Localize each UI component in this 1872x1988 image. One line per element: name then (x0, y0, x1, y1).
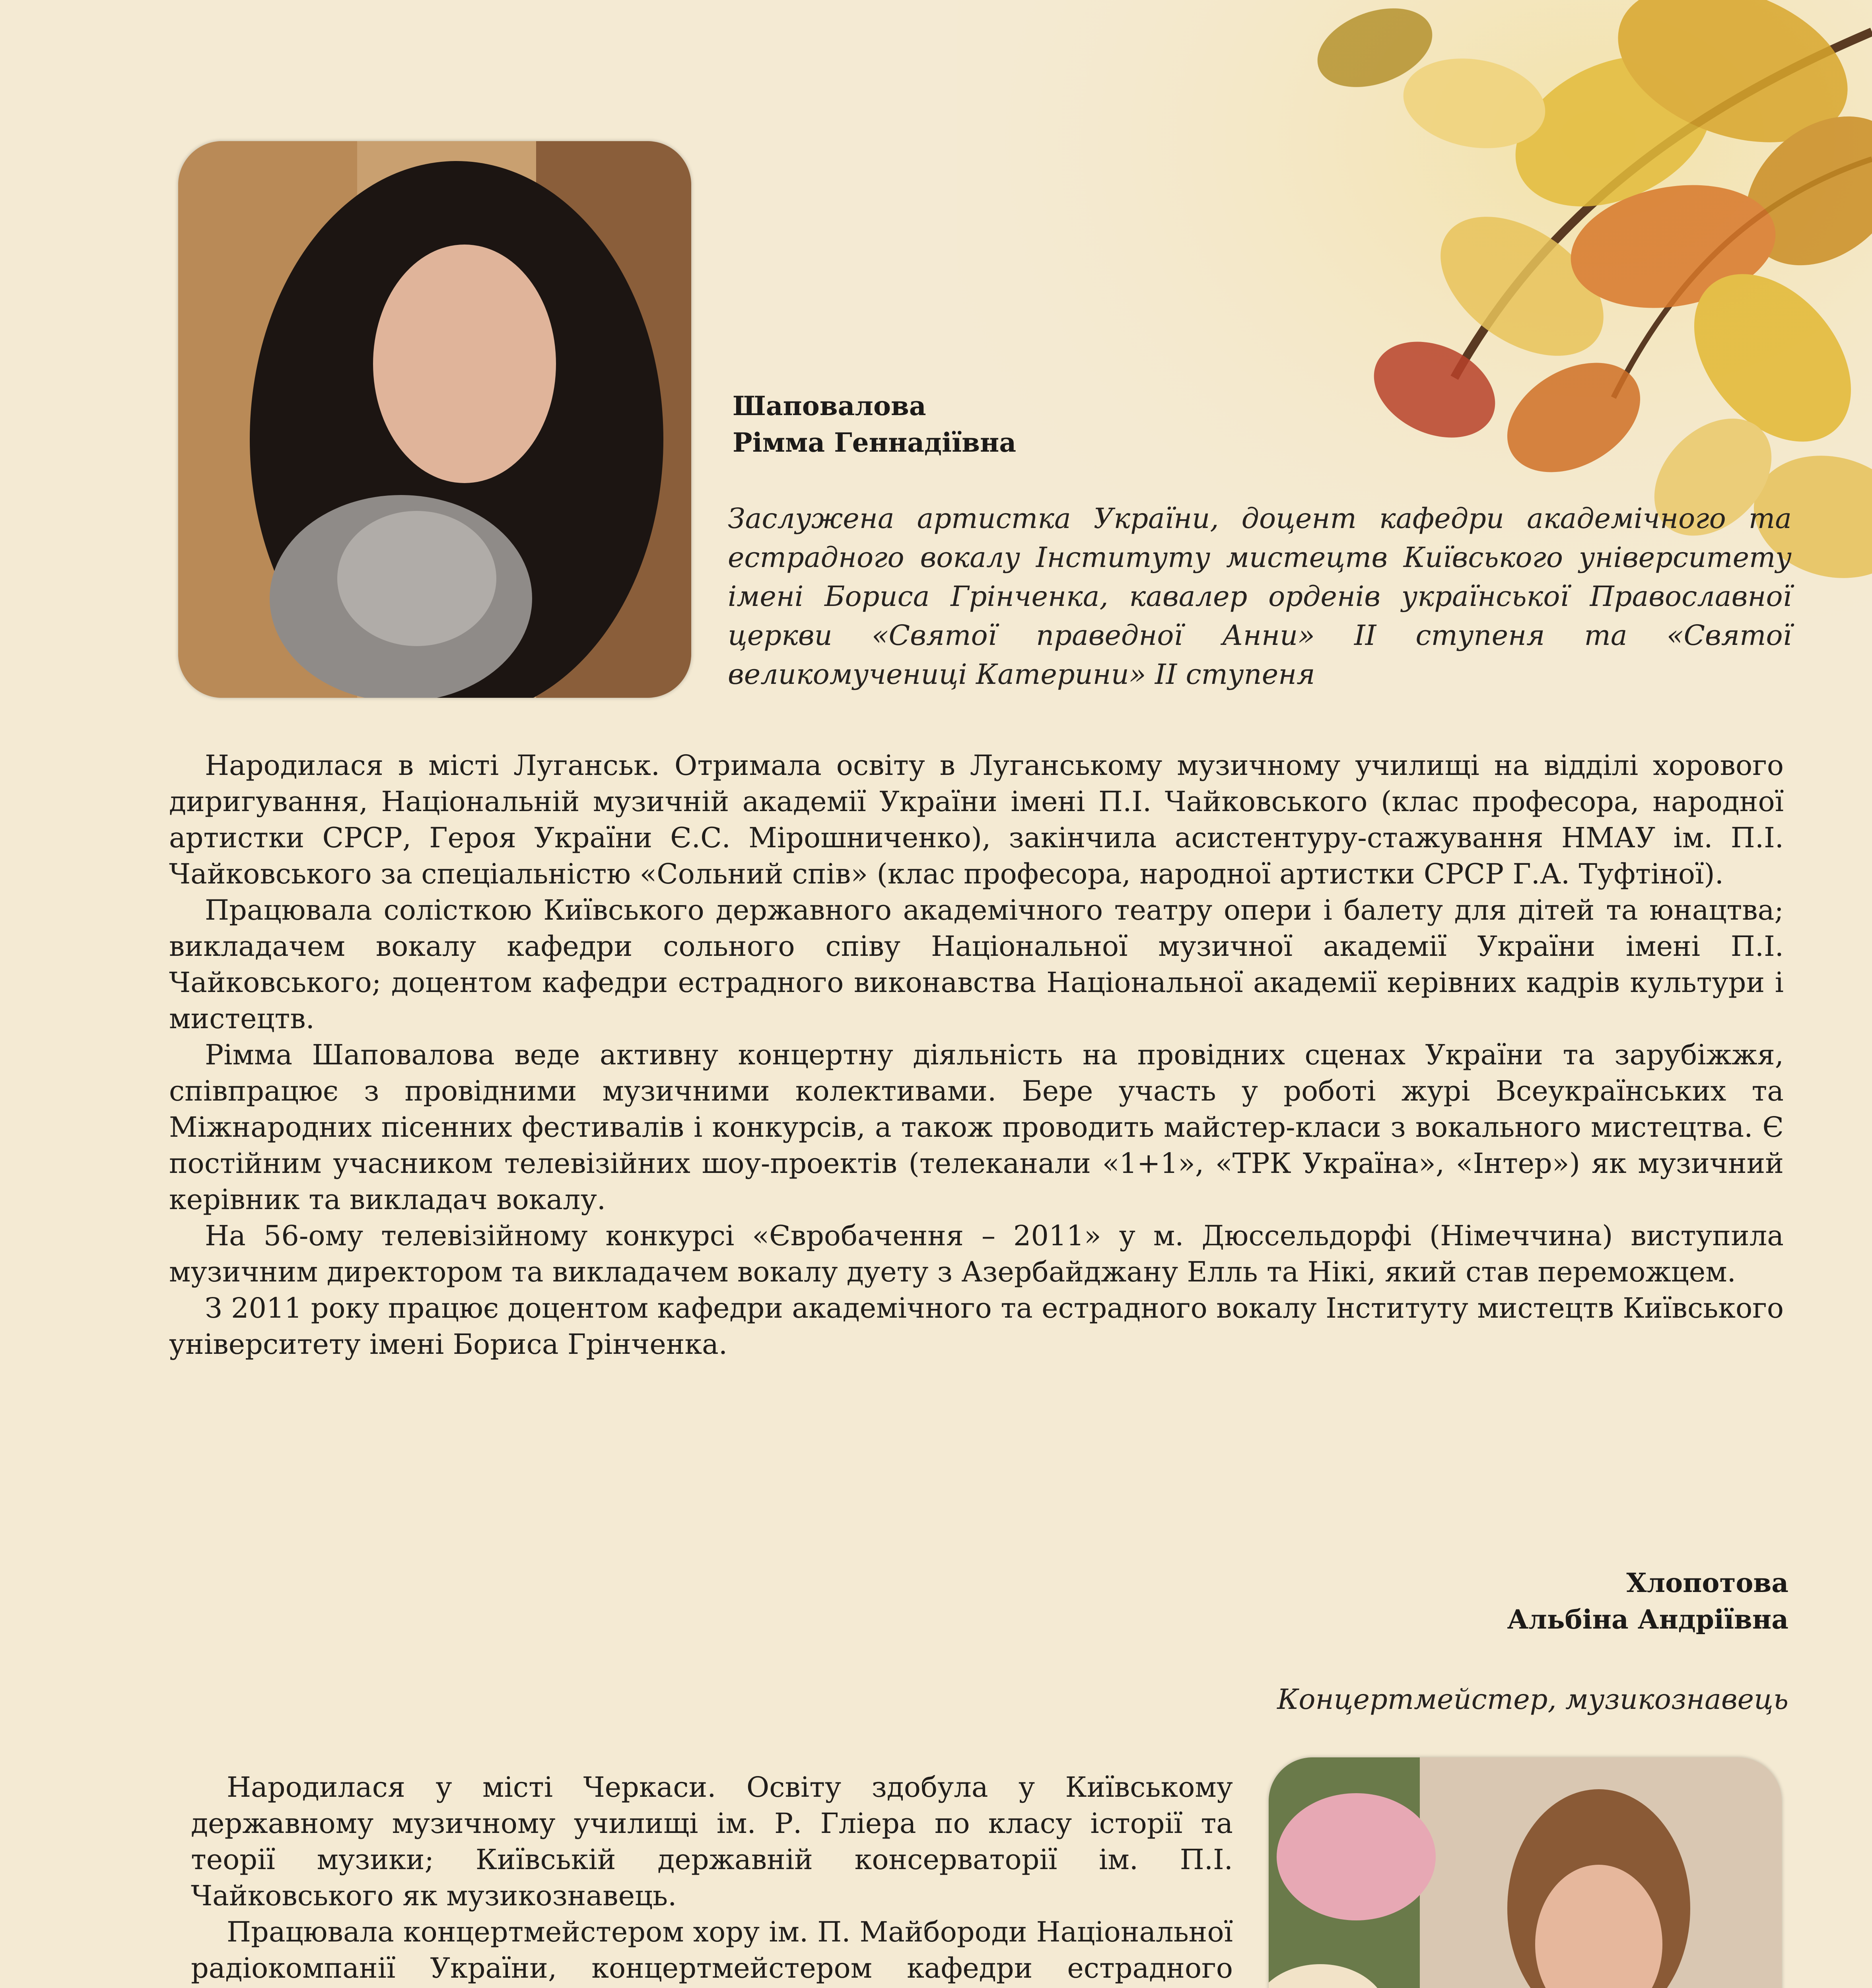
portrait-photo-khlopotova (1269, 1757, 1782, 1988)
person1-paragraph: З 2011 року працює доцентом кафедри академічного та естрадного вокалу Інституту мистецтв Київського університету імені Бориса Грінченка. (169, 1292, 1784, 1361)
person1-biography (169, 747, 1784, 1363)
person1-surname: Шаповалова (733, 390, 926, 421)
portrait-image (1269, 1757, 1782, 1988)
person1-paragraph: Народилася в місті Луганськ. Отримала освіту в Луганському музичному училищі на відділі хорового диригування, Національній музичній академії України імені П.І. Чайковського (клас професора, народної артистки СРСР, Героя України Є.С. Мірошниченко), закінчила асистентуру-стажування НМАУ ім. П.І. Чайковського за спеціальністю «Сольний спів» (клас професора, народної артистки СРСР Г.А. Туфтіної). (169, 749, 1784, 890)
person2-biography (191, 1769, 1233, 1988)
portrait-photo-shapovalova (178, 141, 691, 698)
person2-given-names: Альбіна Андріївна (1507, 1604, 1788, 1635)
person2-paragraph: Працювала концертмейстером хору ім. П. Майбороди Національної радіокомпанії України, концертмейстером кафедри естрадного (191, 1916, 1233, 1984)
person1-title: Заслужена артистка України, доцент кафедри академічного та естрадного вокалу Інституту мистецтв Київського університету імені Бориса Грінченка, кавалер орденів української Православної церкви «Святої праведної Анни» ІІ ступеня та «Святої великомучениці Катерини» ІІ ступеня (728, 502, 1792, 691)
person2-paragraph: Народилася у місті Черкаси. Освіту здобула у Київському державному музичному училищі ім. Р. Гліера по класу історії та теорії музики; Київській державній консерваторії ім. П.І. Чайковського як музикознавець. (191, 1771, 1233, 1912)
person1-name-block (733, 388, 1016, 461)
person1-paragraph: Рімма Шаповалова веде активну концертну діяльність на провідних сценах України та зарубіжжя, співпрацює з провідними музичними колективами. Бере участь у роботі журі Всеукраїнських та Міжнародних пісенних фестивалів і конкурсів, а також проводить майстер-класи з вокального мистецтва. Є постійним учасником телевізійних шоу-проектів (телеканали «1+1», «ТРК Україна», «Інтер») як музичний керівник та викладач вокалу. (169, 1039, 1784, 1216)
person1-given-names: Рімма Геннадіївна (733, 427, 1017, 458)
person2-title: Концертмейстер, музикознавець (1277, 1683, 1788, 1716)
portrait-image (178, 141, 691, 698)
person2-surname: Хлопотова (1626, 1567, 1788, 1598)
person1-paragraph: Працювала солісткою Київського державного академічного театру опери і балету для дітей та юнацтва; викладачем вокалу кафедри сольного співу Національної музичної академії України імені П.І. Чайковського; доцентом кафедри естрадного виконавства Національної академії керівних кадрів культури і мистецтв. (169, 894, 1784, 1035)
person1-paragraph: На 56-ому телевізійному конкурсі «Євробачення – 2011» у м. Дюссельдорфі (Німеччина) виступила музичним директором та викладачем вокалу дуету з Азербайджану Елль та Нікі, який став переможцем. (169, 1219, 1784, 1288)
person2-name-block (1507, 1565, 1788, 1638)
